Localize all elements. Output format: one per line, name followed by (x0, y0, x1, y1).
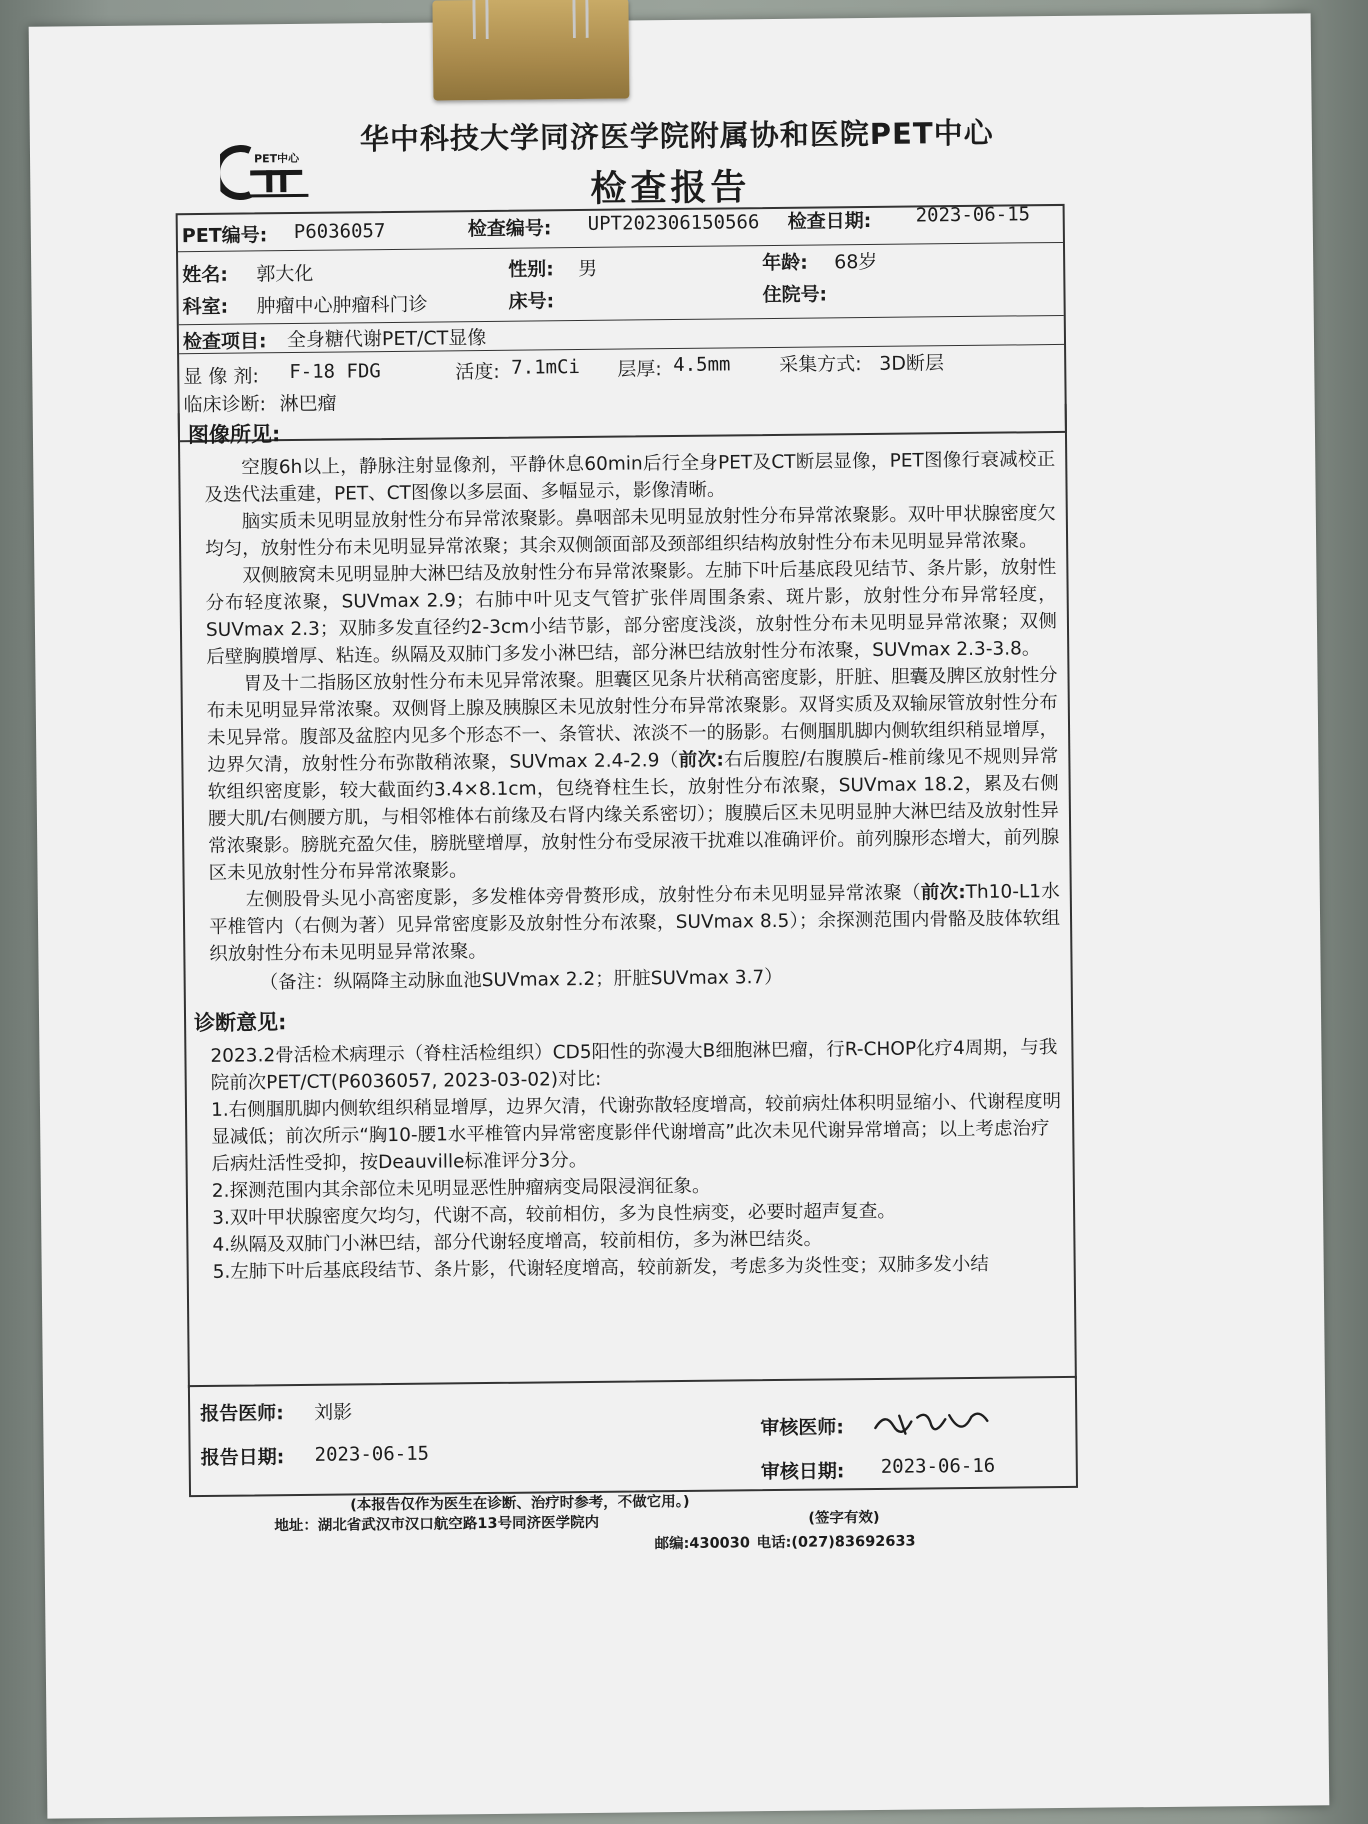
diagnosis-intro: 2023.2骨活检术病理示（脊柱活检组织）CD5阳性的弥漫大B细胞淋巴瘤，行R-CHOP化疗4周期，与我院前次PET/CT(P6036057, 2023-03-02)对比: (210, 1037, 1058, 1094)
diagnosis-heading: 诊断意见: (193, 1010, 287, 1036)
findings-note: （备注：纵隔降主动脉血池SUVmax 2.2；肝脏SUVmax 3.7） (259, 966, 783, 994)
report-date-value: 2023-06-15 (314, 1442, 430, 1466)
findings-p3: 双侧腋窝未见明显肿大淋巴结及放射性分布异常浓聚影。左肺下叶后基底段见结节、条片影，放射性分布轻度浓聚，SUVmax 2.9；右肺中叶见支气管扩张伴周围条索、斑片影，放射性分布异常轻度，SUVmax 2.3；双肺多发直径约2-3cm小结节影，部分密度浅淡，放射性分布未见明显异常浓聚；双侧后壁胸膜增厚、粘连。纵隔及双肺门多发小淋巴结，部分淋巴结放射性分布浓聚，SUVmax 2.3-3.8。 (205, 557, 1058, 668)
exam-date-value: 2023-06-15 (915, 203, 1031, 227)
agent-label: 显 像 剂: (183, 365, 259, 389)
report-paper (29, 13, 1330, 1818)
findings-p4-text-a: 胃及十二指肠区放射性分布未见异常浓聚。胆囊区见条片状稍高密度影，肝脏、胆囊及脾区放射性分布未见明显异常浓聚。双侧肾上腺及胰腺区未见放射性分布异常浓聚影。双肾实质及双输尿管放射性分布未见异常。腹部及盆腔内见多个形态不一、条管状、浓淡不一的肠影。右侧腘肌脚内侧软组织稍显增厚，边界欠清，放射性分布弥散稍浓聚，SUVmax 2.4-2.9（ (206, 665, 1059, 776)
name-value: 郭大化 (256, 262, 314, 286)
findings-p5-previous-label: 前次: (920, 881, 966, 904)
item-value: 全身糖代谢PET/CT显像 (286, 326, 487, 352)
exam-no-value: UPT202306150566 (587, 211, 760, 235)
thickness-value: 4.5mm (673, 353, 731, 377)
bed-label: 床号: (508, 290, 555, 313)
clinical-value: 淋巴瘤 (279, 392, 337, 416)
page-title: 检查报告 (590, 167, 751, 210)
thickness-label: 层厚: (617, 358, 662, 381)
name-label: 姓名: (182, 263, 228, 287)
logo-text: PET中心 (253, 151, 300, 166)
binder-clip (432, 0, 629, 101)
activity-value: 7.1mCi (511, 356, 581, 379)
findings-p4-previous-label: 前次: (678, 749, 724, 771)
findings-heading: 图像所见: (187, 422, 281, 448)
age-value: 68岁 (834, 250, 878, 274)
info-row-patient (178, 243, 1064, 325)
findings-p4 (206, 662, 1059, 887)
binder-clip-wire (572, 0, 589, 38)
diagnosis-item: 2.探测范围内其余部位未见明显恶性肿瘤病变局限浸润征象。 (211, 1175, 711, 1202)
diagnosis-item: 1.右侧腘肌脚内侧软组织稍显增厚，边界欠清，代谢弥散轻度增高，较前病灶体积明显缩小、代谢程度明显减低；前次所示“胸10-腰1水平椎管内异常密度影伴代谢增高”此次未见代谢异常增高；以上考虑治疗后病灶活性受抑，按Deauville标准评分3分。 (210, 1091, 1062, 1175)
hospital-name: 华中科技大学同济医学院附属协和医院PET中心 (359, 115, 994, 157)
reporter-name: 刘影 (314, 1401, 353, 1424)
report-body (178, 404, 1077, 1388)
inpatient-label: 住院号: (762, 283, 828, 307)
reporter-label: 报告医师: (200, 1402, 284, 1426)
address: 地址：湖北省武汉市汉口航空路13号同济医学院内 (274, 1514, 600, 1535)
pet-no-value: P6036057 (293, 220, 386, 243)
acq-label: 采集方式: (779, 353, 862, 376)
clinical-label: 临床诊断: (183, 393, 267, 417)
activity-label: 活度: (455, 360, 500, 384)
gender-label: 性别: (508, 258, 554, 281)
signature-valid-note: (签字有效) (808, 1509, 880, 1527)
pet-center-logo-icon (220, 144, 317, 201)
findings-p1: 空腹6h以上，静脉注射显像剂，平静休息60min后行全身PET及CT断层显像，PET图像行衰减校正及迭代法重建，PET、CT图像以多层面、多幅显示，影像清晰。 (204, 449, 1056, 506)
gender-value: 男 (578, 257, 598, 281)
reviewer-label: 审核医师: (760, 1416, 845, 1440)
pet-no-label: PET编号: (181, 224, 268, 248)
dept-label: 科室: (182, 295, 229, 319)
disclaimer: (本报告仅作为医生在诊断、治疗时参考，不做它用。) (350, 1493, 690, 1514)
findings-p5 (209, 878, 1061, 968)
postcode: 邮编:430030 (654, 1535, 751, 1553)
phone: 电话:(027)83692633 (756, 1533, 916, 1552)
review-date-label: 审核日期: (760, 1460, 845, 1484)
exam-no-label: 检查编号: (467, 217, 552, 241)
diagnosis-item: 5.左肺下叶后基底段结节、条片影，代谢轻度增高，较前新发，考虑多为炎性变；双肺多发小结 (212, 1253, 989, 1283)
agent-value: F-18 FDG (289, 360, 381, 384)
binder-clip-wire (472, 0, 489, 39)
findings-p5-text-a: 左侧股骨头见小高密度影，多发椎体旁骨赘形成，放射性分布未见明显异常浓聚（ (245, 882, 921, 911)
reviewer-signature (871, 1407, 991, 1440)
acq-value: 3D断层 (879, 352, 945, 375)
dept-value: 肿瘤中心肿瘤科门诊 (256, 293, 428, 318)
findings-p5-text-b: Th10-L1水平椎管内（右侧为著）见异常密度影及放射性分布浓聚，SUVmax 8.5）；余探测范围内骨骼及肢体软组织放射性分布未见明显异常浓聚。 (208, 881, 1061, 965)
diagnosis-item: 3.双叶甲状腺密度欠均匀，代谢不高，较前相仿，多为良性病变，必要时超声复查。 (212, 1200, 896, 1229)
review-date-value: 2023-06-16 (880, 1454, 996, 1478)
exam-date-label: 检查日期: (787, 209, 872, 233)
item-label: 检查项目: (182, 330, 267, 354)
diagnosis-item: 4.纵隔及双肺门小淋巴结，部分代谢轻度增高，较前相仿，多为淋巴结炎。 (212, 1228, 823, 1256)
findings-p4-text-b: 右后腹腔/右腹膜后-椎前缘见不规则异常软组织密度影，较大截面约3.4×8.1cm，包绕脊柱生长，放射性分布浓聚，SUVmax 18.2，累及右侧腰大肌/右侧腰方肌，与相邻椎体右前缘及右肾内缘关系密切）；腹膜后区未见明显肿大淋巴结及放射性异常浓聚影。膀胱充盈欠佳，膀胱壁增厚，放射性分布受尿液干扰难以准确评价。前列腺形态增大，前列腺区未见放射性分布异常浓聚影。 (207, 746, 1060, 884)
findings-p2: 脑实质未见明显放射性分布异常浓聚影。鼻咽部未见明显放射性分布异常浓聚影。双叶甲状腺密度欠均匀，放射性分布未见明显异常浓聚；其余双侧颌面部及颈部组织结构放射性分布未见明显异常浓聚。 (205, 503, 1056, 560)
age-label: 年龄: (762, 251, 808, 275)
report-date-label: 报告日期: (200, 1446, 285, 1470)
